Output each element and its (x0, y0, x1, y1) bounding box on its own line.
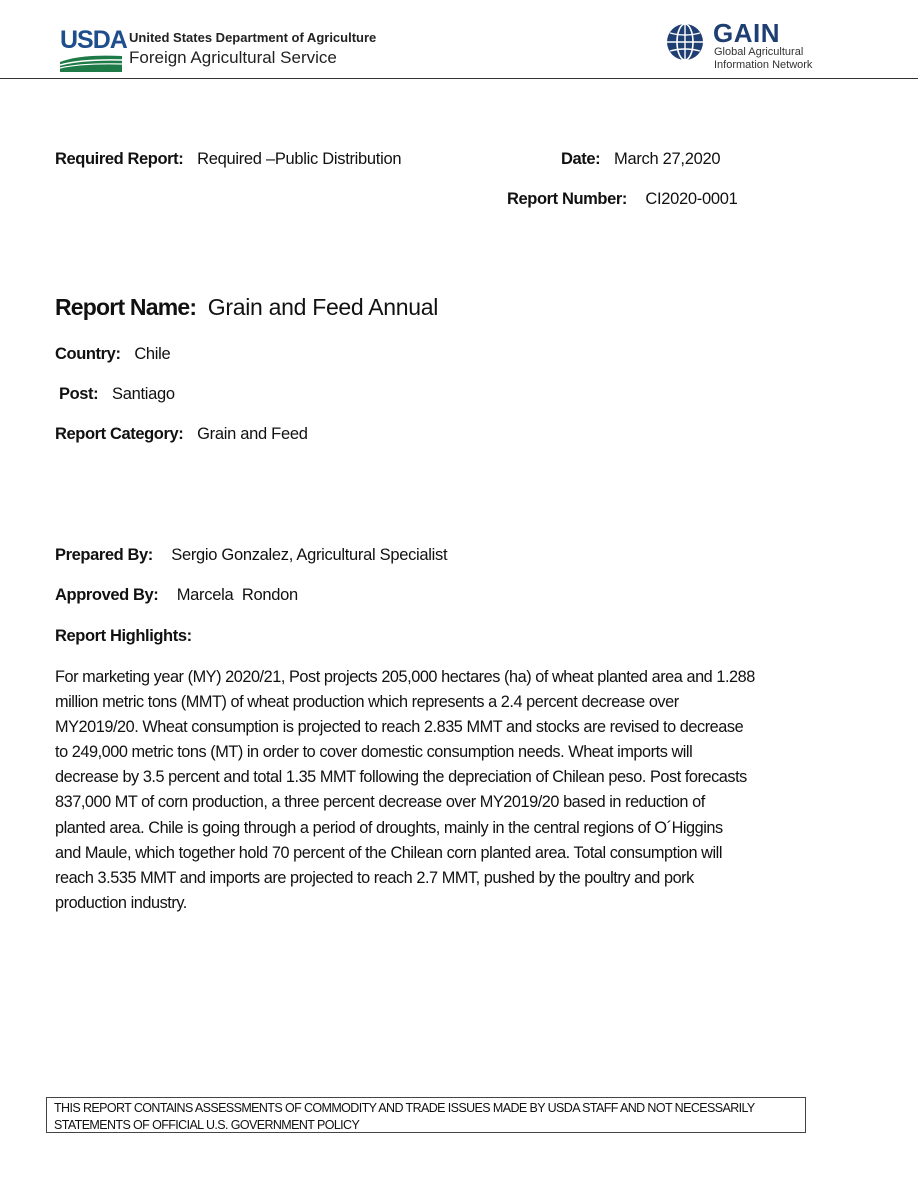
highlights-line: decrease by 3.5 percent and total 1.35 MMT following the depreciation of Chilean peso. Post forecasts (55, 768, 747, 787)
report-category-value: Grain and Feed (197, 425, 308, 443)
agency-name: Foreign Agricultural Service (129, 48, 337, 67)
highlights-line: 837,000 MT of corn production, a three percent decrease over MY2019/20 based in reduction of (55, 793, 705, 812)
report-date (561, 150, 720, 169)
approved-by (55, 586, 298, 605)
header-divider (0, 78, 918, 79)
post (59, 385, 175, 404)
prepared-by-label: Prepared By: (55, 546, 153, 564)
date-value: March 27,2020 (614, 150, 721, 168)
approved-by-value: Marcela Rondon (176, 586, 298, 604)
required-report (55, 150, 401, 169)
approved-by-label: Approved By: (55, 586, 159, 604)
highlights-line: reach 3.535 MMT and imports are projected to reach 2.7 MMT, pushed by the poultry and pork (55, 868, 694, 887)
required-report-label: Required Report: (55, 150, 184, 168)
department-name: United States Department of Agriculture (129, 30, 377, 45)
report-name-value: Grain and Feed Annual (207, 294, 439, 320)
gain-subtitle-line2: Information Network (714, 59, 813, 71)
gain-subtitle-line1: Global Agricultural (714, 46, 804, 58)
gain-logo-text: GAIN (713, 18, 780, 48)
report-number-value: CI2020-0001 (645, 190, 738, 208)
report-category (55, 425, 308, 444)
disclaimer-line2: STATEMENTS OF OFFICIAL U.S. GOVERNMENT POLICY (54, 1118, 360, 1132)
highlights-line: to 249,000 metric tons (MT) in order to cover domestic consumption needs. Wheat imports will (55, 743, 693, 762)
report-name-label: Report Name: (55, 294, 197, 320)
highlights-line: production industry. (55, 893, 187, 912)
report-number-label: Report Number: (507, 190, 627, 208)
country (55, 345, 170, 364)
globe-icon (665, 22, 705, 62)
disclaimer-line1: THIS REPORT CONTAINS ASSESSMENTS OF COMMODITY AND TRADE ISSUES MADE BY USDA STAFF AND NOT NECESSARILY (54, 1101, 755, 1115)
post-label: Post: (59, 385, 99, 403)
prepared-by-value: Sergio Gonzalez, Agricultural Specialist (171, 546, 448, 564)
highlights-line: For marketing year (MY) 2020/21, Post projects 205,000 hectares (ha) of wheat planted area and 1.288 (55, 668, 755, 686)
disclaimer-box (46, 1097, 806, 1133)
highlights-line: and Maule, which together hold 70 percent of the Chilean corn planted area. Total consumption will (55, 843, 722, 862)
report-number (507, 190, 737, 209)
country-label: Country: (55, 345, 121, 363)
required-report-value: Required –Public Distribution (197, 150, 402, 168)
report-highlights-label: Report Highlights: (55, 627, 192, 645)
country-value: Chile (134, 345, 171, 363)
highlights-line: MY2019/20. Wheat consumption is projected to reach 2.835 MMT and stocks are revised to decrease (55, 718, 744, 737)
date-label: Date: (561, 150, 601, 168)
highlights-line: planted area. Chile is going through a period of droughts, mainly in the central regions of O´Higgins (55, 818, 723, 837)
report-category-label: Report Category: (55, 425, 184, 443)
post-value: Santiago (112, 385, 175, 403)
highlights-line: million metric tons (MMT) of wheat production which represents a 2.4 percent decrease over (55, 693, 679, 712)
report-highlights-body (55, 665, 825, 916)
usda-logo-icon (60, 52, 122, 72)
prepared-by (55, 546, 447, 565)
usda-logo-text: USDA (60, 26, 127, 54)
report-name (55, 294, 438, 321)
